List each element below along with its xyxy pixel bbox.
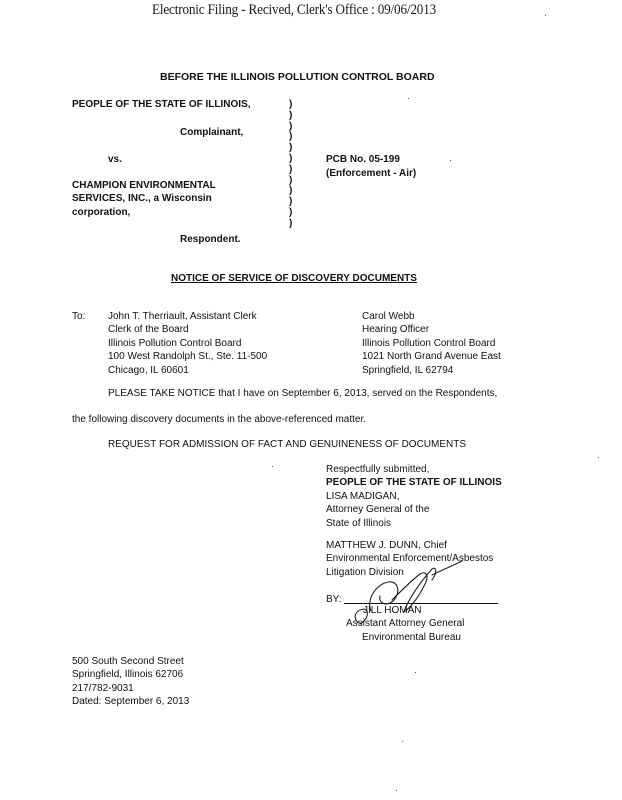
scan-speck <box>402 741 403 742</box>
recipient-line: Springfield, IL 62794 <box>362 364 454 376</box>
plaintiff-name: PEOPLE OF THE STATE OF ILLINOIS, <box>72 99 251 110</box>
defendant-line: CHAMPION ENVIRONMENTAL <box>72 180 216 191</box>
served-document: REQUEST FOR ADMISSION OF FACT AND GENUINENESS OF DOCUMENTS <box>108 439 467 450</box>
notice-title: NOTICE OF SERVICE OF DISCOVERY DOCUMENTS <box>171 273 417 284</box>
recipient-line: 1021 North Grand Avenue East <box>362 351 501 363</box>
defendant-line: corporation, <box>72 206 131 218</box>
recipient-line: 100 West Randolph St., Ste. 11-500 <box>108 351 268 363</box>
closing-line: Respectfully submitted, <box>326 464 430 475</box>
recipient-line: Chicago, IL 60601 <box>108 364 189 376</box>
notice-body-line-1: PLEASE TAKE NOTICE that I have on September 6, 2013, served on the Respondents, <box>108 388 498 399</box>
by-label: BY: <box>326 594 342 605</box>
attorney-address <box>72 655 189 709</box>
address-line: 500 South Second Street <box>72 656 184 667</box>
recipient-line: Carol Webb <box>362 311 415 322</box>
scan-speck <box>396 790 397 791</box>
signer-line: JILL HOMAN <box>363 605 422 616</box>
scan-speck <box>598 457 599 458</box>
signer-block <box>346 604 464 644</box>
case-type: (Enforcement - Air) <box>326 168 417 179</box>
caption-parentheses: ) ) ) ) ) ) ) ) ) ) ) ) <box>289 99 293 229</box>
address-line: 217/782-9031 <box>72 682 134 694</box>
recipient-line: Clerk of the Board <box>108 324 189 336</box>
filing-stamp: Electronic Filing - Recived, Clerk's Office : 09/06/2013 <box>152 2 437 18</box>
board-heading: BEFORE THE ILLINOIS POLLUTION CONTROL BOARD <box>160 71 435 83</box>
scan-speck <box>408 98 409 99</box>
recipient-line: Illinois Pollution Control Board <box>362 337 496 349</box>
scan-speck <box>272 466 273 467</box>
chief-line: Environmental Enforcement/Asbestos <box>326 553 494 565</box>
recipient-line: Hearing Officer <box>362 324 430 336</box>
signer-line: Assistant Attorney General <box>346 618 465 630</box>
case-number: PCB No. 05-199 <box>326 154 400 165</box>
chief-line: Litigation Division <box>326 566 404 578</box>
recipient-line: Illinois Pollution Control Board <box>108 337 242 349</box>
closing-line: LISA MADIGAN, <box>326 490 400 502</box>
scan-speck <box>545 15 546 16</box>
defendant-role: Respondent. <box>180 234 241 245</box>
address-line: Springfield, Illinois 62706 <box>72 669 184 681</box>
to-label: To: <box>72 311 86 322</box>
versus-label: vs. <box>108 154 122 165</box>
scan-speck <box>415 672 416 673</box>
plaintiff-role: Complainant, <box>180 127 244 138</box>
scan-speck <box>450 160 451 161</box>
defendant-line: SERVICES, INC., a Wisconsin <box>72 193 212 205</box>
closing-line: Attorney General of the <box>326 504 430 516</box>
closing-line: State of Illinois <box>326 517 392 529</box>
recipient-line: John T. Therriault, Assistant Clerk <box>108 311 257 322</box>
address-line: Dated: September 6, 2013 <box>72 696 190 708</box>
signer-line: Environmental Bureau <box>362 631 461 643</box>
closing-line: PEOPLE OF THE STATE OF ILLINOIS <box>326 477 502 489</box>
chief-line: MATTHEW J. DUNN, Chief <box>326 540 447 551</box>
notice-body-line-2: the following discovery documents in the above-referenced matter. <box>72 414 367 425</box>
